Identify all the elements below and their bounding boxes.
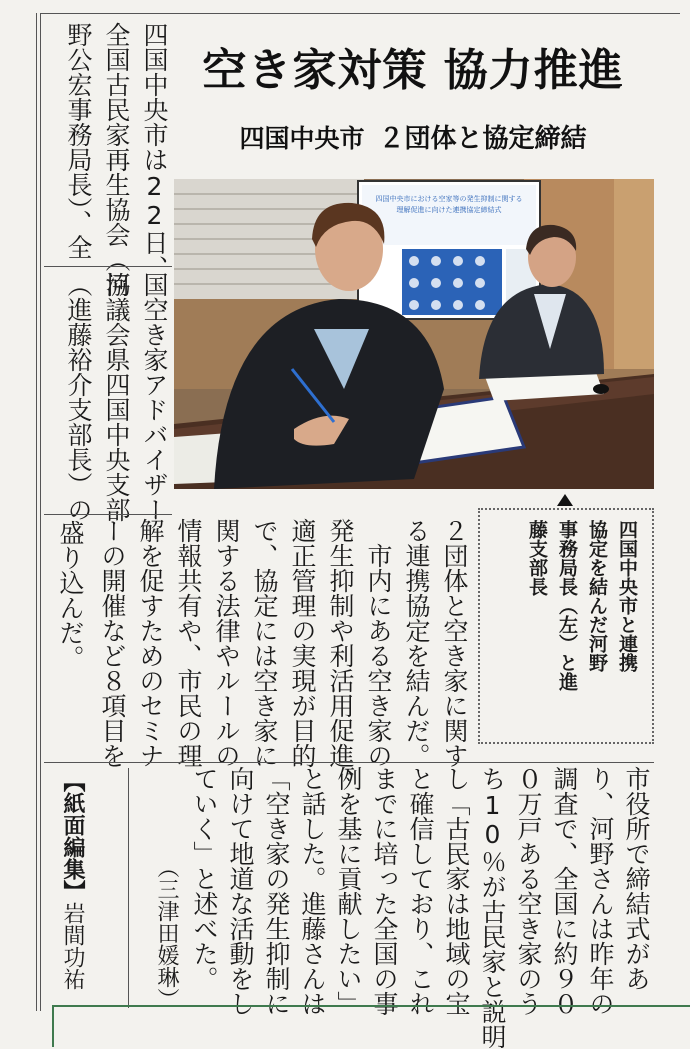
- lead-divider: [44, 266, 172, 267]
- subhead: [178, 118, 648, 155]
- section-divider: [44, 514, 172, 515]
- body-col: ０万戸ある空き家のう: [514, 766, 543, 1016]
- caption-col: 藤支部長: [526, 520, 548, 596]
- byline: （三津田媛琳）: [154, 856, 179, 1010]
- body-col: と話した。進藤さんは: [298, 766, 327, 1016]
- top-rule: [40, 13, 680, 14]
- body-col: し「古民家は地域の宝: [442, 766, 471, 1016]
- lead-col: 全国古民家再生協会（河: [102, 22, 131, 297]
- subhead-place: 四国中央市: [239, 124, 365, 153]
- lead-block-b: [48, 272, 172, 522]
- body-col: ち10％が古民家と説明: [478, 766, 507, 1049]
- lead-col: 四国中央市は22日、: [140, 22, 169, 280]
- subhead-rest: ２団体と協定締結: [378, 124, 587, 154]
- body-col: る連携協定を結んだ。: [402, 518, 431, 768]
- lead-col: 国空き家アドバイザー: [140, 272, 169, 522]
- body-col: 市役所で締結式があ: [622, 766, 651, 991]
- body-col: 調査で、全国に約９０: [550, 766, 579, 1016]
- body-col: 発生抑制や利活用促進、: [326, 518, 355, 793]
- caption-col: 協定を結んだ河野: [586, 520, 608, 672]
- credit-block: [48, 770, 128, 1010]
- credit-divider: [128, 768, 129, 1008]
- body-col: ーの開催など８項目を: [98, 518, 127, 768]
- next-article-frame: [52, 1005, 690, 1047]
- photo-caption: [478, 508, 654, 744]
- headline: 空き家対策 協力推進: [202, 45, 624, 96]
- credit-label: 【紙面編集】: [60, 770, 85, 902]
- screen-title-1: 四国中央市における空家等の発生抑制に関する: [375, 195, 523, 203]
- lead-block-a: [48, 22, 172, 297]
- body-col: 関する法律やルールの: [212, 518, 241, 768]
- lead-col: （進藤裕介支部長）の: [64, 272, 93, 522]
- caption-col: 事務局長（左）と進: [556, 520, 578, 691]
- lead-col: 協議会県四国中央支部: [102, 272, 131, 522]
- caption-pointer-icon: [557, 494, 573, 506]
- body-col: と確信しており、これ: [406, 766, 435, 1016]
- body-col: で、協定には空き家に: [250, 518, 279, 768]
- body-block-bottom: [134, 766, 654, 1049]
- body-col: ２団体と空き家に関す: [440, 518, 469, 768]
- body-col: までに培った全国の事: [370, 766, 399, 1016]
- body-col: 適正管理の実現が目的: [288, 518, 317, 768]
- body-col: ていく」と述べた。: [190, 766, 219, 991]
- body-col: 市内にある空き家の: [364, 518, 393, 768]
- body-col: り、河野さんは昨年の: [586, 766, 615, 1016]
- credit-name: 岩間功祐: [60, 902, 85, 990]
- body-col: 例を基に貢献したい」: [334, 766, 363, 1016]
- body-col: 「空き家の発生抑制に: [262, 766, 291, 1016]
- credit-col: [54, 770, 90, 1010]
- left-rule: [40, 13, 41, 1011]
- screen-title-2: 理解促進に向けた連携協定締結式: [396, 206, 502, 214]
- caption-col: 四国中央市と連携: [616, 520, 638, 672]
- tier-divider: [44, 762, 654, 763]
- body-col: 解を促すためのセミナ: [136, 518, 165, 768]
- body-block-mid: [80, 518, 472, 793]
- signing-photo: [174, 179, 654, 489]
- body-col: 向けて地道な活動をし: [226, 766, 255, 1016]
- body-col: 盛り込んだ。: [56, 520, 85, 670]
- left-rule-outer: [36, 13, 37, 1011]
- body-col: 情報共有や、市民の理: [174, 518, 203, 768]
- lead-col: 野公宏事務局長）、全: [64, 22, 93, 260]
